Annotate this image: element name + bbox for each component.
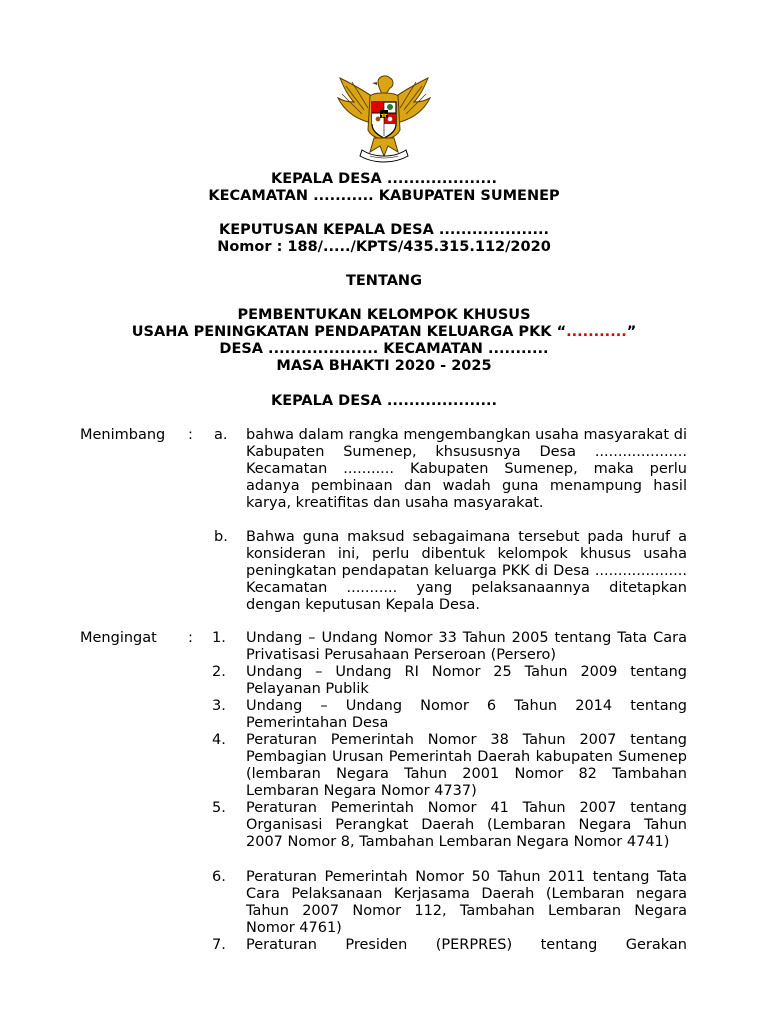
mengingat-item-6: Peraturan Pemerintah Nomor 50 Tahun 2011 tentang Tata Cara Pelaksanaan Kerjasama Daerah (Lembaran negara Tahun 2007 Nomor 112, Tambahan Lembaran Negara Nomor 4761) [246, 869, 687, 936]
mengingat-label: Mengingat [80, 630, 157, 646]
mengingat-marker-3: 3. [212, 698, 226, 714]
mengingat-marker-4: 4. [212, 732, 226, 748]
mengingat-marker-6: 6. [212, 869, 226, 885]
mengingat-item-1: Undang – Undang Nomor 33 Tahun 2005 tentang Tata Cara Privatisasi Perusahaan Perseroan (Persero) [246, 630, 687, 663]
mengingat-item-3: Undang – Undang Nomor 6 Tahun 2014 tentang Pemerintahan Desa [246, 698, 687, 731]
garuda-pancasila-emblem-icon [334, 66, 434, 166]
mengingat-marker-1: 1. [212, 630, 226, 646]
mengingat-marker-7: 7. [212, 937, 226, 953]
mengingat-colon: : [188, 630, 193, 646]
mengingat-item-4: Peraturan Pemerintah Nomor 38 Tahun 2007 tentang Pembagian Urusan Pemerintah Daerah kabupaten Sumenep (lembaran Negara Tahun 2001 Nomor 82 Tambahan Lembaran Negara Nomor 4737) [246, 732, 687, 799]
menimbang-item-b: Bahwa guna maksud sebagaimana tersebut pada huruf a konsideran ini, perlu dibentuk kelompok khusus usaha peningkatan pendapatan keluarga PKK di Desa .................... Kecamatan ........... yang pelaksanaannya ditetapkan dengan keputusan Kepala Desa. [246, 529, 687, 613]
header-masa-bhakti: MASA BHAKTI 2020 - 2025 [276, 358, 492, 374]
mengingat-item-7: Peraturan Presiden (PERPRES) tentang Gerakan [246, 937, 687, 953]
header-nomor: Nomor : 188/...../KPTS/435.315.112/2020 [217, 239, 551, 255]
menimbang-item-a: bahwa dalam rangka mengembangkan usaha masyarakat di Kabupaten Sumenep, khsususnya Desa .................... Kecamatan ........... Kabupaten Sumenep, maka perlu adanya pembinaan dan wadah guna menampung hasil karya, kreatifitas dan usaha masyarakat. [246, 427, 687, 511]
header-desa-kecamatan: DESA .................... KECAMATAN ........... [219, 341, 549, 357]
header-kepala-desa-2: KEPALA DESA .................... [271, 393, 497, 409]
mengingat-marker-2: 2. [212, 664, 226, 680]
menimbang-marker-a: a. [214, 427, 228, 443]
header-usaha-text: USAHA PENINGKATAN PENDAPATAN KELUARGA PKK “ [131, 324, 567, 340]
header-kecamatan: KECAMATAN ........... KABUPATEN SUMENEP [208, 188, 560, 204]
menimbang-marker-b: b. [214, 529, 228, 545]
mengingat-marker-5: 5. [212, 800, 226, 816]
header-keputusan: KEPUTUSAN KEPALA DESA .................... [218, 222, 550, 238]
menimbang-label: Menimbang [80, 427, 166, 443]
header-kepala-desa: KEPALA DESA .................... [271, 171, 497, 187]
header-tentang: TENTANG [346, 273, 422, 289]
header-usaha-placeholder: ........... [566, 324, 627, 340]
header-usaha-close-quote: ” [626, 324, 637, 340]
menimbang-colon: : [188, 427, 193, 443]
mengingat-item-5: Peraturan Pemerintah Nomor 41 Tahun 2007 tentang Organisasi Perangkat Daerah (Lembaran Negara Tahun 2007 Nomor 8, Tambahan Lembaran Negara Nomor 4741) [246, 800, 687, 850]
header-usaha-line [0, 324, 768, 341]
header-pembentukan: PEMBENTUKAN KELOMPOK KHUSUS [237, 307, 531, 323]
mengingat-item-2: Undang – Undang RI Nomor 25 Tahun 2009 tentang Pelayanan Publik [246, 664, 687, 697]
